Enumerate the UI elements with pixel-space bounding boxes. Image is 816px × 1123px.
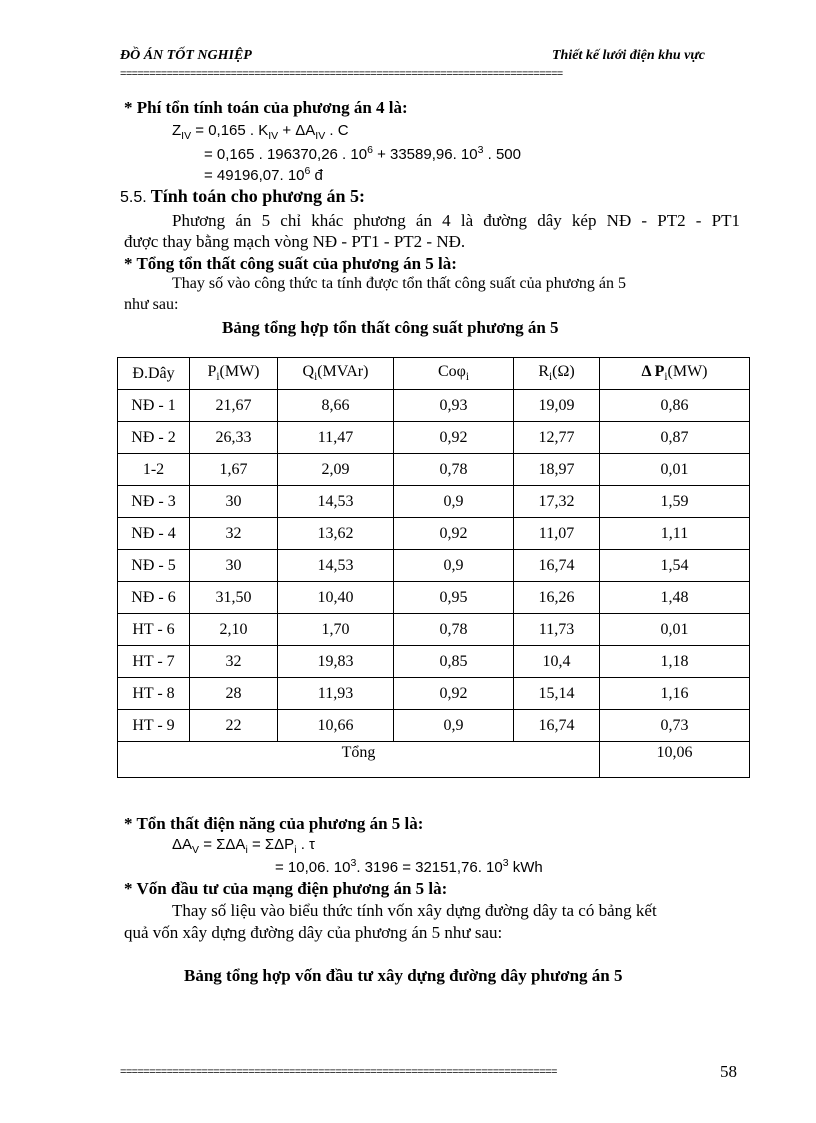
table-row xyxy=(118,390,750,422)
cell-line: NĐ - 2 xyxy=(118,422,190,454)
cell-cos: 0,9 xyxy=(394,486,514,518)
header-cell-cos: Coφ$_i$ xyxy=(394,358,514,390)
cell-line: NĐ - 5 xyxy=(118,550,190,582)
cell-cos: 0,9 xyxy=(394,550,514,582)
cell-dp: 0,86 xyxy=(600,390,750,422)
cell-dp: 0,87 xyxy=(600,422,750,454)
loss-intro-line-2: như sau: xyxy=(124,296,179,313)
table-row xyxy=(118,550,750,582)
page-number: 58 xyxy=(720,1062,737,1081)
invest-intro-line-2: quả vốn xây dựng đường dây của phương án 5 như sau: xyxy=(124,923,503,942)
cell-line: NĐ - 4 xyxy=(118,518,190,550)
table-total-row xyxy=(118,742,750,778)
cell-q: 19,83 xyxy=(278,646,394,678)
cell-dp: 1,59 xyxy=(600,486,750,518)
cell-line: 1-2 xyxy=(118,454,190,486)
table-row xyxy=(118,422,750,454)
section-title: Tính toán cho phương án 5: xyxy=(150,186,366,206)
cell-q: 2,09 xyxy=(278,454,394,486)
cell-r: 11,07 xyxy=(514,518,600,550)
cell-p: 32 xyxy=(190,646,278,678)
loss-intro-line-1: Thay số vào công thức ta tính được tổn thất công suất của phương án 5 xyxy=(172,275,626,292)
cost-formula-line-3: = 49196,07. $10^6$ đ xyxy=(204,165,323,184)
header-cell-dp: Δ $P_i(MW)$ xyxy=(600,358,750,390)
cell-cos: 0,92 xyxy=(394,422,514,454)
cell-cos: 0,95 xyxy=(394,582,514,614)
cell-cos: 0,9 xyxy=(394,710,514,742)
section-number: 5.5. xyxy=(120,189,147,206)
cell-r: 19,09 xyxy=(514,390,600,422)
cell-q: 10,40 xyxy=(278,582,394,614)
cell-dp: 0,73 xyxy=(600,710,750,742)
table-row xyxy=(118,678,750,710)
table-row xyxy=(118,646,750,678)
cell-q: 11,47 xyxy=(278,422,394,454)
cell-r: 16,74 xyxy=(514,550,600,582)
cell-r: 15,14 xyxy=(514,678,600,710)
cell-r: 10,4 xyxy=(514,646,600,678)
cell-r: 18,97 xyxy=(514,454,600,486)
cell-r: 16,74 xyxy=(514,710,600,742)
cell-p: 30 xyxy=(190,486,278,518)
cell-line: HT - 8 xyxy=(118,678,190,710)
header-cell-p: $P_i(MW)$ xyxy=(190,358,278,390)
cell-r: 16,26 xyxy=(514,582,600,614)
cell-q: 8,66 xyxy=(278,390,394,422)
cell-r: 17,32 xyxy=(514,486,600,518)
cell-dp: 0,01 xyxy=(600,614,750,646)
cell-cos: 0,78 xyxy=(394,614,514,646)
cell-line: HT - 9 xyxy=(118,710,190,742)
cell-p: 22 xyxy=(190,710,278,742)
cost-formula-line-2: = 0,165 . 196370,26 . $10^6 + 33589,96$. $10^3$ . 500 xyxy=(204,144,521,163)
cell-line: NĐ - 6 xyxy=(118,582,190,614)
cost-formula-line-1: $Z_{IV} = 0,165$ . $K_{IV} + \Delta A_{IV}$ . C xyxy=(172,122,349,142)
cell-dp: 1,16 xyxy=(600,678,750,710)
cell-line: HT - 6 xyxy=(118,614,190,646)
cell-dp: 1,54 xyxy=(600,550,750,582)
header-cell-q: $Q_i(MVAr)$ xyxy=(278,358,394,390)
header-rule: ============================================================================ xyxy=(120,68,563,80)
cell-r: 12,77 xyxy=(514,422,600,454)
table-row xyxy=(118,518,750,550)
footer-rule: =========================================================================== xyxy=(120,1066,557,1078)
header-cell-line: Đ.Dây xyxy=(118,358,190,390)
invest-table-title: Bảng tổng hợp vốn đầu tư xây dựng đường dây phương án 5 xyxy=(184,966,623,985)
table-row xyxy=(118,486,750,518)
cell-p: 30 xyxy=(190,550,278,582)
total-value: 10,06 xyxy=(600,742,750,778)
cell-line: HT - 7 xyxy=(118,646,190,678)
intro-line-2: được thay bằng mạch vòng NĐ - PT1 - PT2 - NĐ. xyxy=(124,232,466,251)
energy-heading: * Tổn thất điện năng của phương án 5 là: xyxy=(124,814,424,833)
cell-dp: 1,11 xyxy=(600,518,750,550)
cell-line: NĐ - 3 xyxy=(118,486,190,518)
cell-q: 1,70 xyxy=(278,614,394,646)
cell-r: 11,73 xyxy=(514,614,600,646)
cell-p: 2,10 xyxy=(190,614,278,646)
loss-table-title: Bảng tổng hợp tổn thất công suất phương án 5 xyxy=(222,318,559,337)
cell-dp: 1,48 xyxy=(600,582,750,614)
energy-formula-line-1: $\Delta A_V = \Sigma\Delta A_i = \Sigma\Delta P_i$ . τ xyxy=(172,836,315,856)
loss-table-header-row xyxy=(118,358,750,390)
cell-q: 14,53 xyxy=(278,550,394,582)
cell-cos: 0,78 xyxy=(394,454,514,486)
table-row xyxy=(118,582,750,614)
cell-cos: 0,93 xyxy=(394,390,514,422)
cell-line: NĐ - 1 xyxy=(118,390,190,422)
energy-formula-line-2: = 10,06. $10^3$. 3196 = 32151,76. $10^3$ kWh xyxy=(275,857,543,876)
cell-dp: 1,18 xyxy=(600,646,750,678)
table-row xyxy=(118,614,750,646)
section-heading xyxy=(120,186,365,207)
intro-line-1: Phương án 5 chỉ khác phương án 4 là đường dây kép NĐ - PT2 - PT1 xyxy=(172,211,740,230)
cell-q: 13,62 xyxy=(278,518,394,550)
cell-cos: 0,92 xyxy=(394,518,514,550)
loss-table xyxy=(117,357,750,778)
cell-dp: 0,01 xyxy=(600,454,750,486)
invest-heading: * Vốn đầu tư của mạng điện phương án 5 là: xyxy=(124,879,448,898)
total-label: Tổng xyxy=(118,742,600,778)
cell-q: 14,53 xyxy=(278,486,394,518)
header-cell-r: $R_i(\Omega)$ xyxy=(514,358,600,390)
invest-intro-line-1: Thay số liệu vào biểu thức tính vốn xây dựng đường dây ta có bảng kết xyxy=(172,901,657,920)
header-left: ĐỒ ÁN TỐT NGHIỆP xyxy=(120,48,252,63)
loss-heading: * Tổng tổn thất công suất của phương án 5 là: xyxy=(124,254,457,273)
table-row xyxy=(118,710,750,742)
cell-p: 26,33 xyxy=(190,422,278,454)
cell-cos: 0,85 xyxy=(394,646,514,678)
cell-p: 21,67 xyxy=(190,390,278,422)
cell-q: 10,66 xyxy=(278,710,394,742)
cell-p: 31,50 xyxy=(190,582,278,614)
cell-p: 28 xyxy=(190,678,278,710)
cost-heading: * Phí tổn tính toán của phương án 4 là: xyxy=(124,98,408,117)
cell-cos: 0,92 xyxy=(394,678,514,710)
cell-p: 1,67 xyxy=(190,454,278,486)
header-right: Thiết kế lưới điện khu vực xyxy=(552,48,706,63)
cell-q: 11,93 xyxy=(278,678,394,710)
table-row xyxy=(118,454,750,486)
cell-p: 32 xyxy=(190,518,278,550)
